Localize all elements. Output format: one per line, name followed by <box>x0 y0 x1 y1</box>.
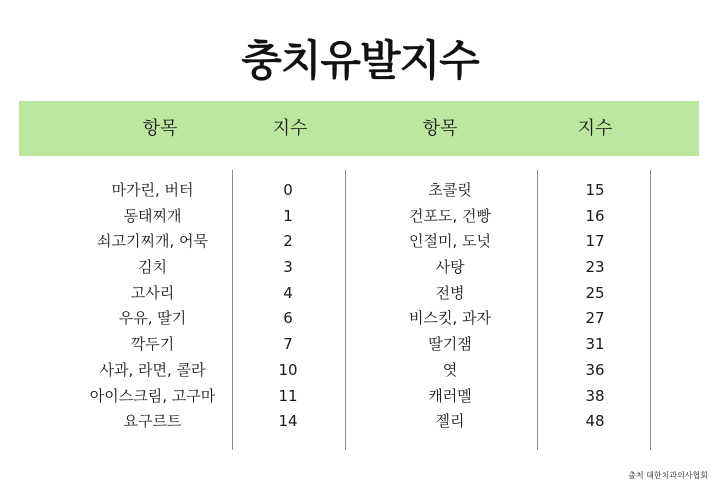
table-cell-index: 14 <box>278 412 298 431</box>
table-cell-item: 쇠고기찌개, 어묵 <box>97 232 208 251</box>
table-cell-index: 3 <box>283 258 293 277</box>
table-cell-index: 2 <box>283 232 293 251</box>
header-index-1: 지수 <box>272 118 308 139</box>
table-cell-index: 16 <box>585 206 605 225</box>
header-item-2: 항목 <box>422 118 458 139</box>
table-cell-item: 아이스크림, 고구마 <box>89 386 216 405</box>
table-header <box>19 101 699 156</box>
header-item-1: 항목 <box>142 118 178 139</box>
table-cell-item: 초콜릿 <box>428 181 472 199</box>
table-cell-item: 깍두기 <box>130 335 175 354</box>
header-index-2: 지수 <box>577 118 613 139</box>
table-cell-item: 건포도, 건빵 <box>409 206 491 225</box>
table-cell-index: 38 <box>585 386 605 405</box>
table-cell-item: 인절미, 도넛 <box>409 232 491 251</box>
table-cell-index: 6 <box>283 309 293 328</box>
table-cell-item: 마가린, 버터 <box>111 181 194 199</box>
table-cell-index: 31 <box>585 335 605 354</box>
table-cell-index: 15 <box>585 181 605 199</box>
table-cell-index: 36 <box>585 360 605 379</box>
table-cell-item: 젤리 <box>435 412 465 431</box>
table-cell-item: 고사리 <box>130 283 175 302</box>
table-cell-index: 0 <box>283 181 293 199</box>
source-note: 출처 대한치과의사협회 <box>628 471 708 480</box>
table-cell-item: 사과, 라면, 콜라 <box>99 360 206 379</box>
right-index-column <box>555 178 635 435</box>
table-cell-index: 10 <box>278 360 298 379</box>
table-cell-item: 동태찌개 <box>123 206 182 225</box>
left-index-column <box>248 178 328 435</box>
table-cell-index: 11 <box>278 386 298 405</box>
right-item-column <box>380 178 520 435</box>
table-cell-item: 요구르트 <box>123 412 182 431</box>
column-divider <box>650 170 651 450</box>
table-cell-index: 23 <box>585 258 605 277</box>
table-cell-index: 4 <box>283 283 293 302</box>
column-divider <box>537 170 538 450</box>
column-divider <box>345 170 346 450</box>
table-cell-item: 딸기잼 <box>428 335 472 354</box>
table-cell-index: 27 <box>585 309 605 328</box>
table-cell-item: 사탕 <box>435 258 465 277</box>
table-cell-index: 48 <box>585 412 605 431</box>
table-cell-index: 25 <box>585 283 605 302</box>
table-cell-index: 17 <box>585 232 605 251</box>
table-cell-item: 비스킷, 과자 <box>409 309 491 328</box>
table-cell-index: 7 <box>283 335 293 354</box>
table-cell-index: 1 <box>283 206 293 225</box>
table-cell-item: 캐러멜 <box>428 386 472 405</box>
table-cell-item: 엿 <box>442 360 458 379</box>
left-item-column <box>70 178 235 435</box>
table-cell-item: 김치 <box>138 258 167 277</box>
table-cell-item: 전병 <box>435 283 465 302</box>
page-title: 충치유발지수 <box>241 36 479 85</box>
table-cell-item: 우유, 딸기 <box>118 309 187 328</box>
